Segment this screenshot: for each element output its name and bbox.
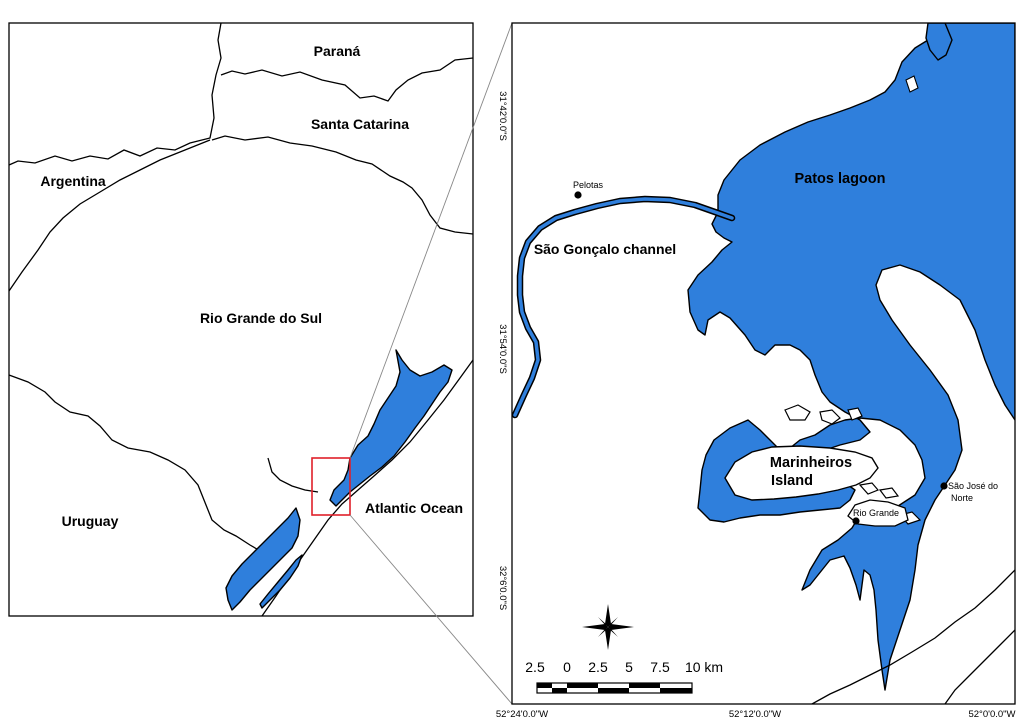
- label-uruguay: Uruguay: [61, 513, 119, 529]
- scale-label-3: 2.5: [588, 659, 608, 675]
- label-island: Island: [771, 473, 813, 489]
- rio-grande-marker: [852, 517, 859, 524]
- scale-label-6: 10 km: [684, 659, 724, 675]
- label-sao-jose-line1: São José do: [947, 481, 999, 491]
- lon-tick-3: 52°0'0.0"W: [968, 709, 1016, 720]
- scale-label-2: 0: [563, 659, 571, 675]
- label-sao-jose-line2: Norte: [950, 493, 974, 503]
- detail-map: [496, 23, 1016, 720]
- label-santa-catarina: Santa Catarina: [310, 116, 410, 132]
- label-argentina: Argentina: [40, 173, 106, 189]
- lon-tick-1: 52°24'0.0"W: [495, 709, 549, 720]
- lat-tick-2: 31°54'0.0"S: [497, 324, 508, 374]
- label-marinheiros: Marinheiros: [769, 455, 853, 471]
- label-rio-grande: Rio Grande: [852, 508, 900, 518]
- label-parana: Paraná: [313, 43, 361, 59]
- label-patos-lagoon: Patos lagoon: [794, 171, 886, 187]
- label-sao-goncalo-channel: São Gonçalo channel: [533, 241, 677, 257]
- label-pelotas: Pelotas: [572, 180, 604, 190]
- lon-tick-2: 52°12'0.0"W: [728, 709, 782, 720]
- scale-label-4: 5: [625, 659, 633, 675]
- overview-map: [9, 23, 473, 616]
- scale-label-5: 7.5: [650, 659, 670, 675]
- label-atlantic-ocean: Atlantic Ocean: [364, 500, 464, 516]
- pelotas-marker: [574, 191, 581, 198]
- lat-tick-3: 32°6'0.0"S: [497, 565, 508, 611]
- sao-jose-marker: [940, 482, 947, 489]
- scale-label-1: 2.5: [525, 659, 545, 675]
- label-rio-grande-do-sul: Rio Grande do Sul: [199, 310, 323, 326]
- lat-tick-1: 31°42'0.0"S: [497, 91, 508, 141]
